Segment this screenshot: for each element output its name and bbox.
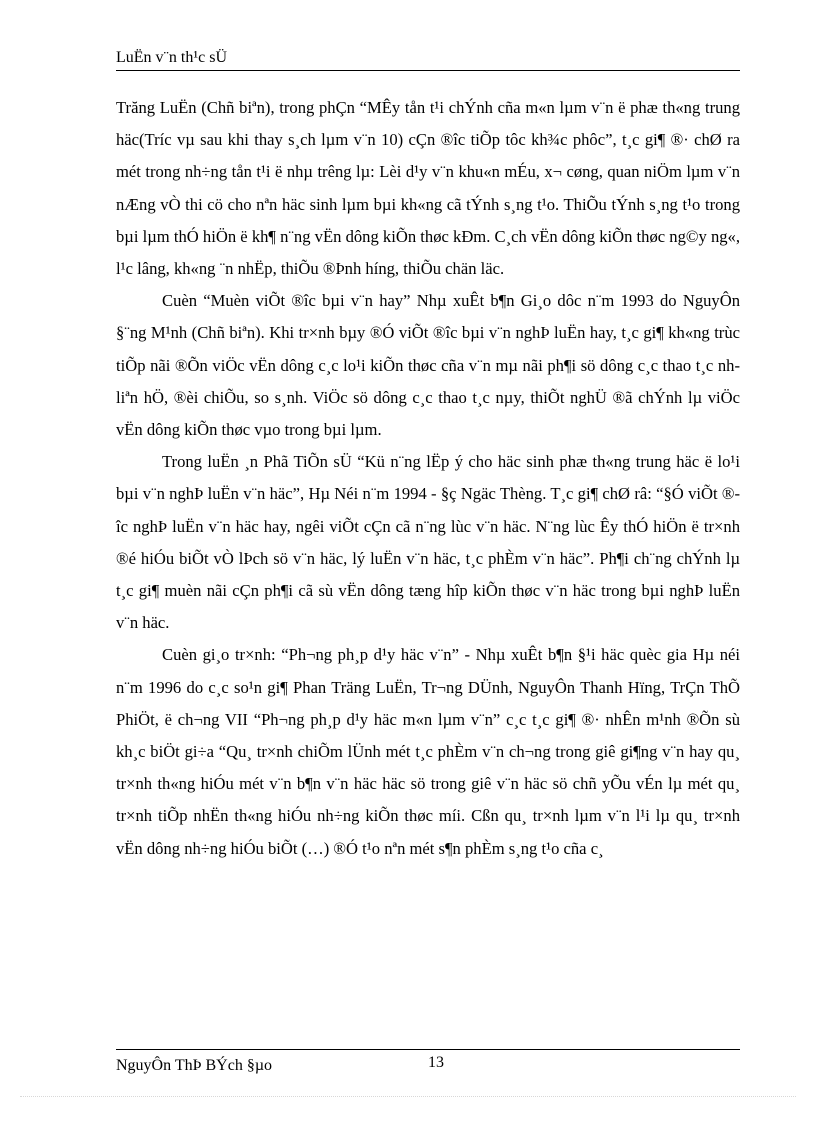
- page-bottom-edge: [20, 1096, 796, 1097]
- header-title: LuËn v¨n th¹c sÜ: [116, 49, 227, 66]
- paragraph-4: Cuèn gi¸o tr×nh: “Ph¬ng ph¸p d¹y häc v¨n” - Nhµ xuÊt b¶n §¹i häc quèc gia Hµ néi n¨m 1996 do c¸c so¹n gi¶ Phan Träng LuËn, Tr¬ng DÜnh, NguyÔn Thanh Hïng, TrÇn ThÕ PhiÖt, ë ch¬ng VII “Ph¬ng ph¸p d¹y häc m«n lµm v¨n” c¸c t¸c gi¶ ®· nhÊn m¹nh ®Õn sù kh¸c biÖt gi÷a “Qu¸ tr×nh chiÕm lÜnh mét t¸c phÈm v¨n ch¬ng trong giê gi¶ng v¨n hay qu¸ tr×nh th«ng hiÓu mét v¨n b¶n v¨n häc häc sö trong giê v¨n häc sö chñ yÕu vÉn lµ mét qu¸ tr×nh tiÕp nhËn th«ng hiÓu nh÷ng kiÕn thøc míi. Cßn qu¸ tr×nh lµm v¨n l¹i lµ qu¸ tr×nh vËn dông nh÷ng hiÓu biÕt (…) ®Ó t¹o nªn mét s¶n phÈm s¸ng t¹o cña c¸: [116, 645, 740, 858]
- page-number: 13: [428, 1054, 444, 1071]
- footer-author: NguyÔn ThÞ BÝch §µo: [116, 1057, 273, 1074]
- paragraph-3: Trong luËn ¸n Phã TiÕn sÜ “Kü n¨ng lËp ý cho häc sinh phæ th«ng trung häc ë lo¹i bµi v¨n nghÞ luËn v¨n häc”, Hµ Néi n¨m 1994 - §ç Ngäc Thèng. T¸c gi¶ chØ râ: “§Ó viÕt ®îc nghÞ luËn v¨n häc hay, ngêi viÕt cÇn cã n¨ng lùc v¨n häc. N¨ng lùc Êy thÓ hiÖn ë tr×nh ®é hiÓu biÕt vÒ lÞch sö v¨n häc, lý luËn v¨n häc, t¸c phÈm v¨n häc”. Ph¶i ch¨ng chÝnh lµ t¸c gi¶ muèn nãi cÇn ph¶i cã sù vËn dông tæng hîp kiÕn thøc v¨n häc trong bµi nghÞ luËn v¨n häc.: [116, 452, 740, 633]
- page-header: [116, 48, 740, 71]
- document-body: [116, 92, 740, 865]
- paragraph-2: Cuèn “Muèn viÕt ®îc bµi v¨n hay” Nhµ xuÊt b¶n Gi¸o dôc n¨m 1993 do NguyÔn §¨ng M¹nh (Chñ biªn). Khi tr×nh bµy ®Ó viÕt ®îc bµi v¨n nghÞ luËn hay, t¸c gi¶ kh«ng trùc tiÕp nãi ®Õn viÖc vËn dông c¸c lo¹i kiÕn thøc cña v¨n mµ nãi ph¶i sö dông c¸c thao t¸c nh liªn hÖ, ®èi chiÕu, so s¸nh. ViÖc sö dông c¸c thao t¸c nµy, thiÕt nghÜ ®ã chÝnh lµ viÖc vËn dông kiÕn thøc vµo trong bµi lµm.: [116, 291, 740, 440]
- footer-divider: [116, 1049, 740, 1050]
- paragraph-1: Trăng LuËn (Chñ biªn), trong phÇn “MÊy tån t¹i chÝnh cña m«n lµm v¨n ë phæ th«ng trung häc(Tríc vµ sau khi thay s¸ch lµm v¨n 10) cÇn ®îc tiÕp tôc kh¾c phôc”, t¸c gi¶ ®· chØ ra mét trong nh÷ng tån t¹i ë nhµ trêng lµ: Lèi d¹y v¨n khu«n mÉu, x¬ cøng, quan niÖm lµm v¨n nÆng vÒ thi cö cho nªn häc sinh lµm bµi kh«ng cã tÝnh s¸ng t¹o. ThiÕu tÝnh s¸ng t¹o trong bµi lµm thÓ hiÖn ë kh¶ n¨ng vËn dông kiÕn thøc kÐm. C¸ch vËn dông kiÕn thøc ng©y ng«, l¹c lâng, kh«ng ¨n nhËp, thiÕu ®Þnh híng, thiÕu chän läc.: [116, 98, 740, 279]
